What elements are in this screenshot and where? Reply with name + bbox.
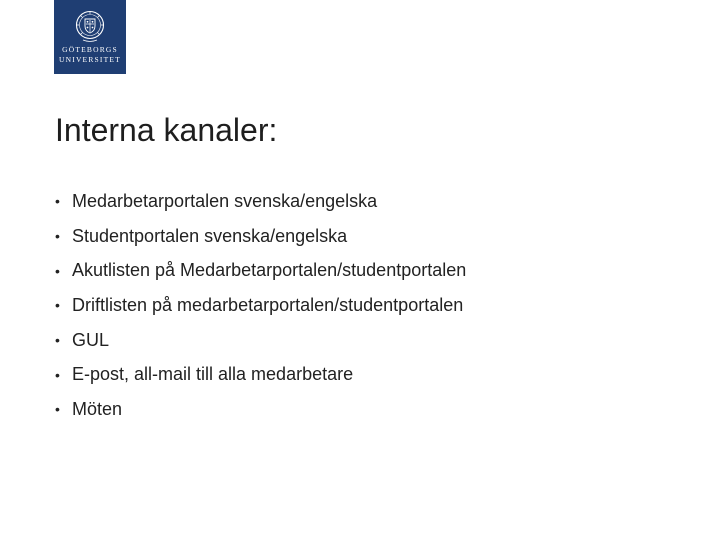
bullet-dot-icon: • (55, 366, 60, 383)
bullet-text: Möten (72, 398, 123, 419)
bullet-item (55, 392, 466, 427)
logo-text-line-2: UNIVERSITET (59, 55, 121, 64)
bullet-dot-icon: • (55, 193, 60, 210)
bullet-text: Medarbetarportalen svenska/engelska (72, 190, 378, 211)
bullet-text: Akutlisten på Medarbetarportalen/studentportalen (72, 260, 467, 281)
bullet-item (55, 357, 466, 392)
bullet-item (55, 323, 466, 358)
bullet-dot-icon: • (55, 297, 60, 314)
bullet-item (55, 219, 466, 254)
bullet-list (55, 184, 466, 427)
bullet-item (55, 288, 466, 323)
bullet-text: E-post, all-mail till alla medarbetare (72, 364, 354, 385)
bullet-dot-icon: • (55, 332, 60, 349)
university-logo (54, 0, 126, 74)
bullet-item (55, 253, 466, 288)
bullet-text: GUL (72, 329, 110, 350)
bullet-item (55, 184, 466, 219)
slide-title: Interna kanaler: (55, 112, 278, 148)
bullet-dot-icon: • (55, 228, 60, 245)
bullet-text: Studentportalen svenska/engelska (72, 225, 348, 246)
logo-text-line-1: GÖTEBORGS (62, 45, 118, 54)
bullet-dot-icon: • (55, 401, 60, 418)
bullet-dot-icon: • (55, 262, 60, 279)
university-seal-icon (75, 10, 105, 44)
bullet-text: Driftlisten på medarbetarportalen/studentportalen (72, 294, 464, 315)
